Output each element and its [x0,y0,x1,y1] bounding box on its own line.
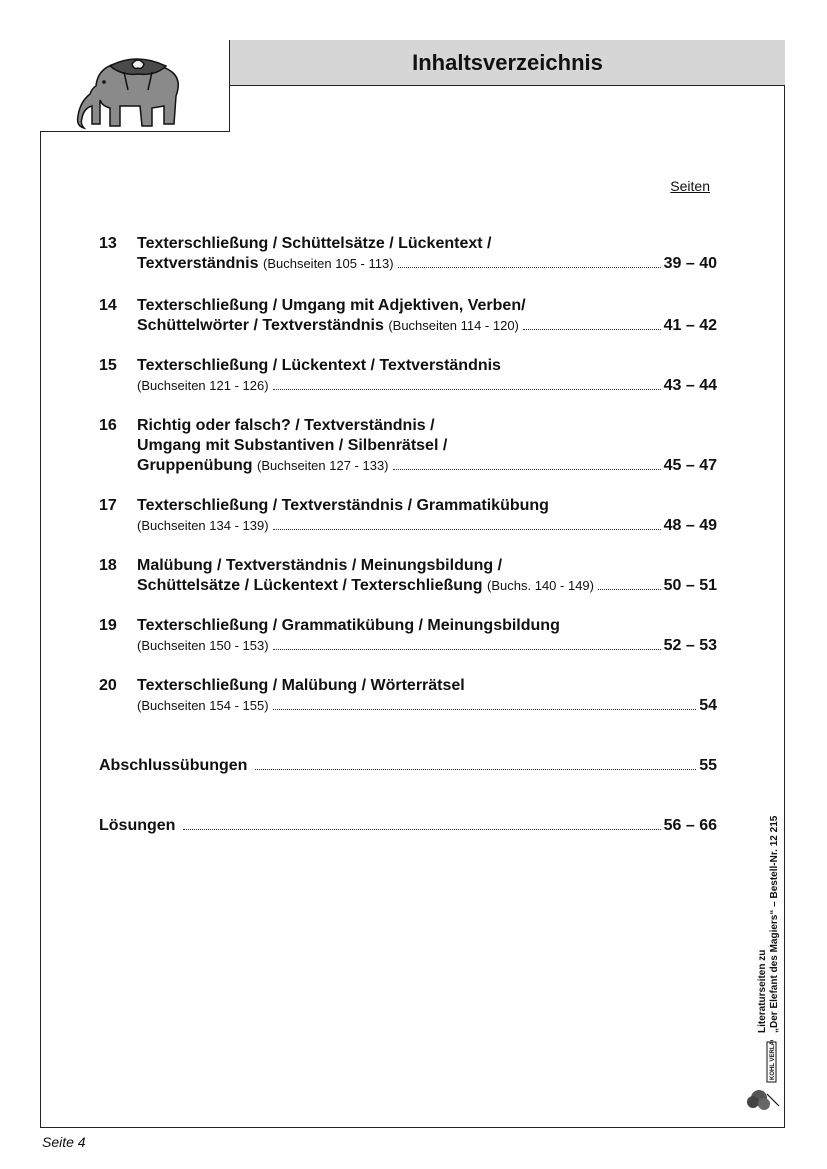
entry-title-line: Textverständnis [137,255,259,272]
toc-entry [99,616,717,656]
entry-title-line: Texterschließung / Textverständnis / Grammatikübung [137,497,549,514]
dot-leader [398,267,661,268]
dot-leader [183,829,660,830]
book-pages: (Buchseiten 114 - 120) [388,318,519,333]
toc-entry [99,356,717,396]
entry-leader-line [137,254,717,274]
entry-leader-line [137,516,717,536]
entry-title-line: Texterschließung / Schüttelsätze / Lückentext / [137,235,492,252]
page-range: 52 – 53 [663,637,717,654]
entry-title-line: Schüttelsätze / Lückentext / Texterschließung [137,577,483,594]
page-title: Inhaltsverzeichnis [230,40,785,86]
entry-number: 15 [99,357,117,374]
publisher-logo [745,1040,781,1117]
entry-number: 19 [99,617,117,634]
page-range: 41 – 42 [663,317,717,334]
book-pages: (Buchseiten 127 - 133) [256,458,389,473]
toc-entry [99,496,717,536]
entry-title-line: Malübung / Textverständnis / Meinungsbildung / [137,557,503,574]
entry-title: Abschlussübungen [99,757,248,774]
entry-title-line: Umgang mit Substantiven / Silbenrätsel / [137,437,448,454]
page-range: 55 [699,757,717,774]
page-range: 48 – 49 [663,517,717,534]
entry-title-line: Texterschließung / Malübung / Wörterrätsel [137,677,465,694]
side-imprint [757,816,781,1033]
entry-title-line: Texterschließung / Grammatikübung / Meinungsbildung [137,617,560,634]
entry-leader-line [99,816,717,836]
page-range: 54 [699,697,717,714]
dot-leader [273,389,661,390]
entry-leader-line [99,756,717,776]
entry-leader-line [137,376,717,396]
entry-leader-line [137,456,717,476]
entry-number: 14 [99,297,117,314]
dot-leader [273,529,661,530]
book-pages: (Buchseiten 105 - 113) [262,256,394,271]
book-pages: (Buchseiten 154 - 155) [137,698,269,713]
toc-entry [99,556,717,596]
dot-leader [393,469,661,470]
page-range: 45 – 47 [663,457,717,474]
entry-title-line: Texterschließung / Umgang mit Adjektiven, Verben/ [137,297,526,314]
entry-title-line: Schüttelwörter / Textverständnis [137,317,384,334]
dot-leader [273,649,661,650]
entry-number: 16 [99,417,117,434]
entry-number: 20 [99,677,117,694]
book-pages: (Buchs. 140 - 149) [487,578,594,593]
tree-logo-icon [745,1040,781,1112]
dot-leader [523,329,661,330]
elephant-icon [76,46,196,130]
entry-number: 18 [99,557,117,574]
toc-entry [99,234,717,274]
toc-entry-abschluss [99,756,717,776]
entry-number: 17 [99,497,117,514]
entry-number: 13 [99,235,117,252]
seiten-column-label: Seiten [670,178,710,194]
publisher-name: KOHL VERLAG [770,1040,776,1080]
entry-title-line: Richtig oder falsch? / Textverständnis / [137,417,435,434]
book-pages: (Buchseiten 134 - 139) [137,518,269,533]
book-pages: (Buchseiten 121 - 126) [137,378,269,393]
entry-title-line: Texterschließung / Lückentext / Textverständnis [137,357,501,374]
dot-leader [598,589,661,590]
book-pages: (Buchseiten 150 - 153) [137,638,269,653]
side-imprint-line1: Literaturseiten zu [757,949,768,1033]
toc-entry [99,676,717,716]
entry-title-line: Gruppenübung [137,457,253,474]
toc-entry [99,416,717,476]
dot-leader [273,709,697,710]
entry-leader-line [137,696,717,716]
entry-leader-line [137,576,717,596]
page-range: 56 – 66 [663,817,717,834]
logo-box [40,40,230,132]
page-number: Seite 4 [42,1134,86,1150]
dot-leader [255,769,696,770]
entry-leader-line [137,636,717,656]
side-imprint-line2: „Der Elefant des Magiers“ – Bestell-Nr. 12 215 [769,815,780,1033]
page-range: 39 – 40 [663,255,717,272]
entry-leader-line [137,316,717,336]
toc-entry [99,296,717,336]
toc-entry-loesungen [99,816,717,836]
page-range: 50 – 51 [663,577,717,594]
page-range: 43 – 44 [663,377,717,394]
entry-title: Lösungen [99,817,176,834]
